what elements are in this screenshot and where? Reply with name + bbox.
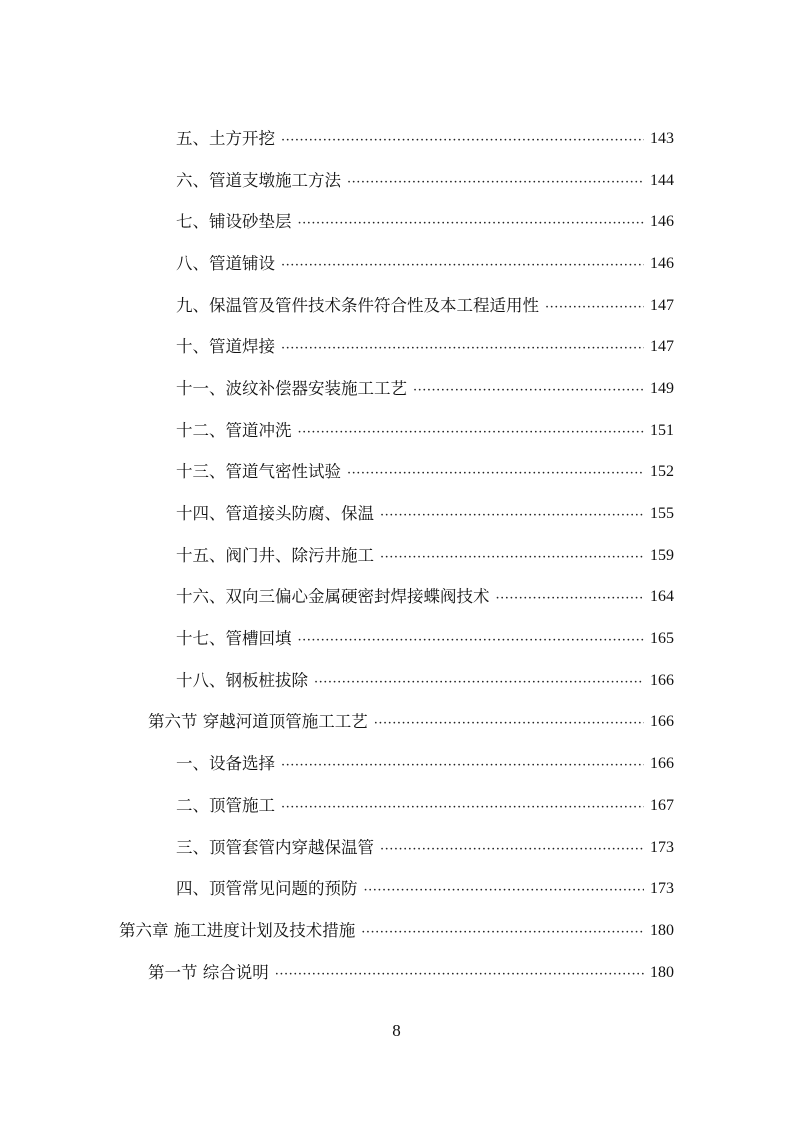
- toc-entry-title: 十一、波纹补偿器安装施工工艺: [176, 378, 407, 398]
- toc-entry[interactable]: [0, 118, 793, 160]
- toc-entry-title: 四、顶管常见问题的预防: [176, 879, 358, 899]
- toc-entry-title: 十、管道焊接: [176, 337, 275, 357]
- toc-entry-page: 166: [650, 713, 674, 731]
- toc-leader-dots: [364, 881, 645, 901]
- toc-entry-page: 173: [650, 838, 674, 856]
- toc-entry-title: 二、顶管施工: [176, 795, 275, 815]
- toc-leader-dots: [298, 423, 645, 443]
- toc-leader-dots: [545, 298, 644, 318]
- toc-entry-title: 十七、管槽回填: [176, 629, 292, 649]
- toc-chapter-entry[interactable]: [0, 910, 793, 952]
- toc-leader-dots: [347, 173, 644, 193]
- toc-section-entry[interactable]: [0, 952, 793, 994]
- toc-entry-page: 146: [650, 213, 674, 231]
- toc-entry-title: 三、顶管套管内穿越保温管: [176, 837, 374, 857]
- toc-leader-dots: [281, 798, 644, 818]
- toc-entry[interactable]: [0, 493, 793, 535]
- toc-leader-dots: [281, 339, 644, 359]
- toc-leader-dots: [298, 214, 645, 234]
- toc-entry-page: 144: [650, 171, 674, 189]
- toc-entry[interactable]: [0, 577, 793, 619]
- toc-leader-dots: [496, 589, 645, 609]
- toc-leader-dots: [281, 256, 644, 276]
- toc-entry[interactable]: [0, 368, 793, 410]
- toc-entry-page: 147: [650, 338, 674, 356]
- toc-entry-title: 十五、阀门井、除污井施工: [176, 545, 374, 565]
- toc-entry-page: 165: [650, 630, 674, 648]
- toc-entry[interactable]: [0, 868, 793, 910]
- toc-leader-dots: [281, 131, 644, 151]
- table-of-contents: [0, 118, 793, 993]
- toc-entry-page: 151: [650, 421, 674, 439]
- toc-leader-dots: [361, 923, 644, 943]
- toc-entry[interactable]: [0, 410, 793, 452]
- toc-entry[interactable]: [0, 827, 793, 869]
- toc-leader-dots: [413, 381, 644, 401]
- toc-entry[interactable]: [0, 243, 793, 285]
- toc-leader-dots: [298, 631, 645, 651]
- toc-entry[interactable]: [0, 201, 793, 243]
- toc-entry-title: 九、保温管及管件技术条件符合性及本工程适用性: [176, 295, 539, 315]
- toc-leader-dots: [314, 673, 644, 693]
- toc-entry-title: 第六节 穿越河道顶管施工工艺: [148, 712, 368, 732]
- toc-entry-page: 143: [650, 129, 674, 147]
- toc-entry[interactable]: [0, 452, 793, 494]
- toc-leader-dots: [347, 464, 644, 484]
- toc-entry[interactable]: [0, 785, 793, 827]
- toc-entry-title: 五、土方开挖: [176, 128, 275, 148]
- toc-section-entry[interactable]: [0, 702, 793, 744]
- toc-leader-dots: [380, 548, 644, 568]
- toc-entry[interactable]: [0, 660, 793, 702]
- toc-entry-page: 152: [650, 463, 674, 481]
- toc-leader-dots: [275, 965, 644, 985]
- toc-entry-page: 159: [650, 546, 674, 564]
- toc-entry[interactable]: [0, 618, 793, 660]
- toc-entry-title: 十六、双向三偏心金属硬密封焊接蝶阀技术: [176, 587, 490, 607]
- toc-entry-title: 十八、钢板桩拔除: [176, 670, 308, 690]
- toc-entry-title: 第一节 综合说明: [148, 962, 269, 982]
- toc-entry-page: 180: [650, 963, 674, 981]
- toc-entry-page: 166: [650, 671, 674, 689]
- toc-entry-page: 155: [650, 505, 674, 523]
- toc-entry-title: 十四、管道接头防腐、保温: [176, 504, 374, 524]
- toc-leader-dots: [374, 714, 644, 734]
- toc-leader-dots: [380, 506, 644, 526]
- toc-entry-page: 173: [650, 880, 674, 898]
- toc-entry[interactable]: [0, 285, 793, 327]
- toc-entry-page: 166: [650, 755, 674, 773]
- toc-entry[interactable]: [0, 743, 793, 785]
- toc-entry-title: 一、设备选择: [176, 754, 275, 774]
- toc-entry-page: 147: [650, 296, 674, 314]
- toc-entry[interactable]: [0, 160, 793, 202]
- toc-leader-dots: [281, 756, 644, 776]
- toc-entry[interactable]: [0, 326, 793, 368]
- toc-entry-page: 180: [650, 921, 674, 939]
- toc-leader-dots: [380, 840, 644, 860]
- toc-entry-page: 146: [650, 254, 674, 272]
- toc-entry-title: 八、管道铺设: [176, 253, 275, 273]
- toc-entry-page: 164: [650, 588, 674, 606]
- toc-entry-title: 十三、管道气密性试验: [176, 462, 341, 482]
- toc-entry-page: 167: [650, 796, 674, 814]
- toc-entry-title: 七、铺设砂垫层: [176, 212, 292, 232]
- toc-entry-page: 149: [650, 379, 674, 397]
- page-number: 8: [392, 1021, 401, 1040]
- toc-entry-title: 十二、管道冲洗: [176, 420, 292, 440]
- toc-entry[interactable]: [0, 535, 793, 577]
- toc-entry-title: 六、管道支墩施工方法: [176, 170, 341, 190]
- toc-entry-title: 第六章 施工进度计划及技术措施: [119, 920, 356, 940]
